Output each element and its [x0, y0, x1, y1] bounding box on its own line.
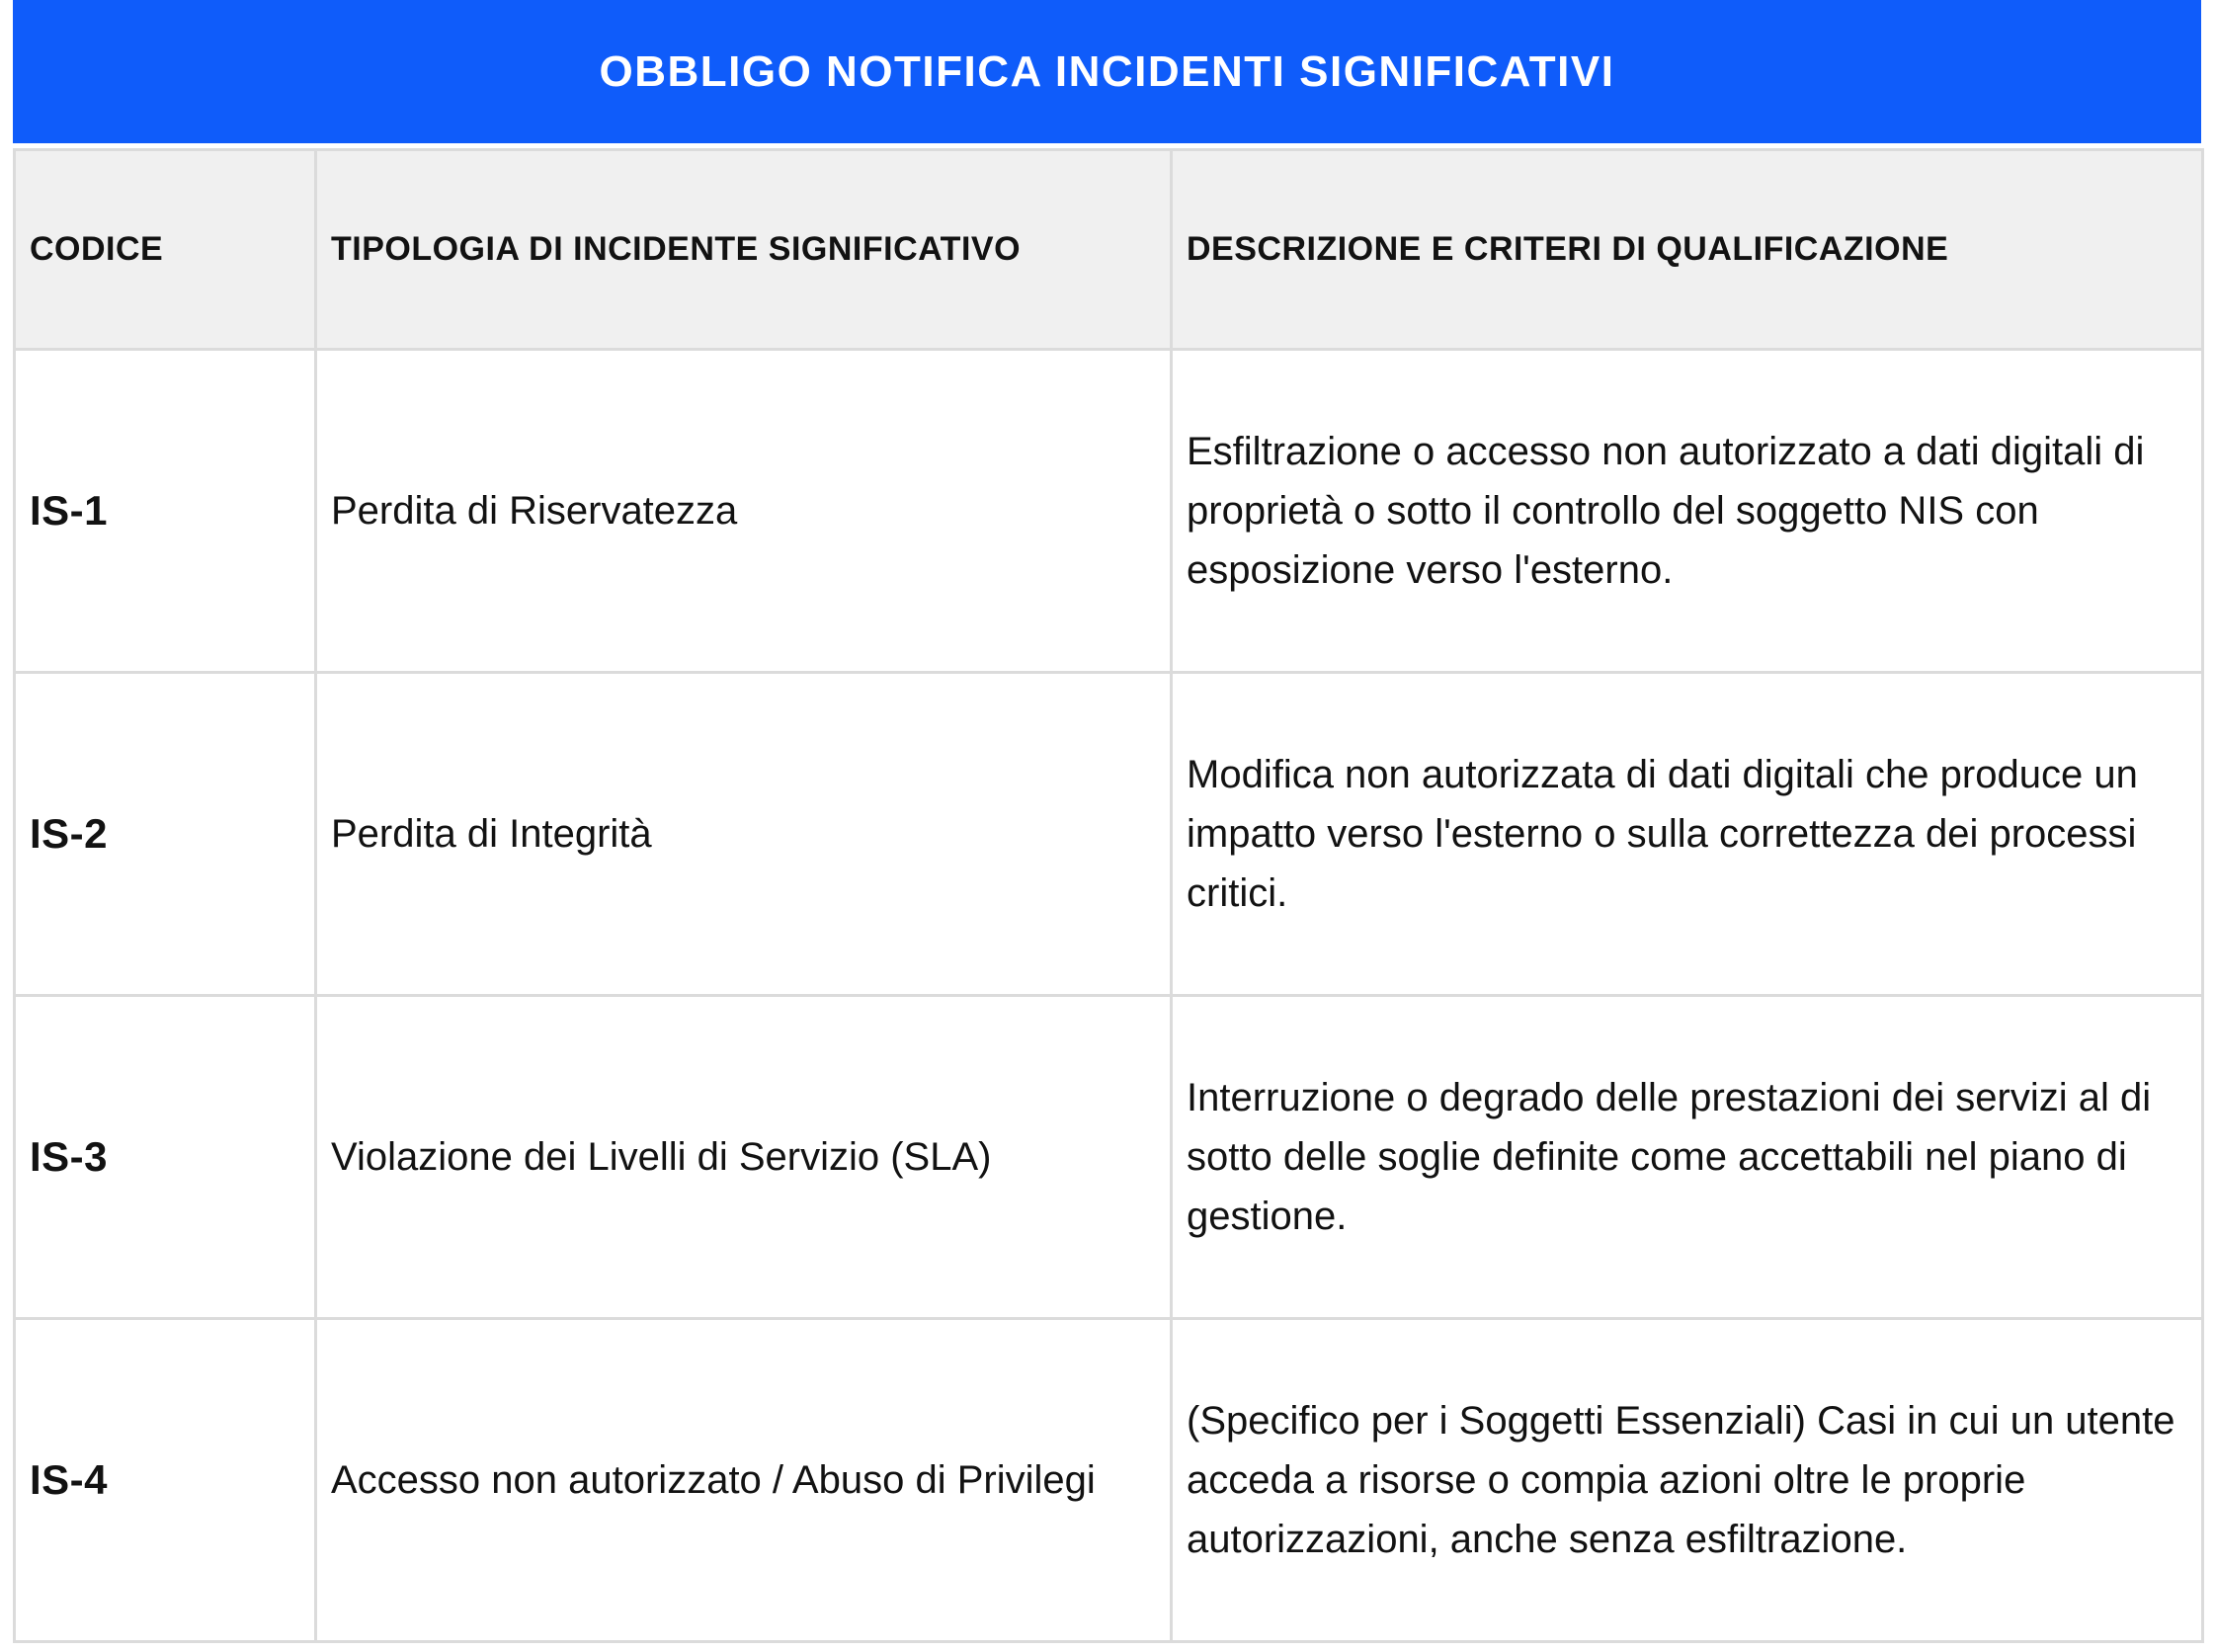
cell-code: IS-1 — [15, 350, 316, 673]
table-header — [15, 150, 2203, 350]
column-header-descrizione: DESCRIZIONE E CRITERI DI QUALIFICAZIONE — [1172, 150, 2203, 350]
cell-description: Interruzione o degrado delle prestazioni dei servizi al di sotto delle soglie definite come accettabili nel piano di gestione. — [1172, 996, 2203, 1319]
cell-incident-type: Violazione dei Livelli di Servizio (SLA) — [316, 996, 1172, 1319]
cell-code: IS-2 — [15, 673, 316, 996]
title-banner — [13, 0, 2201, 143]
header-row — [15, 150, 2203, 350]
table-row — [15, 350, 2203, 673]
column-header-tipologia: TIPOLOGIA DI INCIDENTE SIGNIFICATIVO — [316, 150, 1172, 350]
cell-description: Modifica non autorizzata di dati digitali che produce un impatto verso l'esterno o sulla correttezza dei processi critici. — [1172, 673, 2203, 996]
page-title: OBBLIGO NOTIFICA INCIDENTI SIGNIFICATIVI — [599, 46, 1615, 96]
table-row — [15, 996, 2203, 1319]
table-row — [15, 673, 2203, 996]
column-header-codice: CODICE — [15, 150, 316, 350]
incidents-table — [13, 148, 2204, 1643]
cell-code: IS-4 — [15, 1319, 316, 1642]
cell-incident-type: Perdita di Integrità — [316, 673, 1172, 996]
cell-code: IS-3 — [15, 996, 316, 1319]
cell-incident-type: Accesso non autorizzato / Abuso di Privilegi — [316, 1319, 1172, 1642]
cell-description: Esfiltrazione o accesso non autorizzato a dati digitali di proprietà o sotto il controllo del soggetto NIS con esposizione verso l'esterno. — [1172, 350, 2203, 673]
cell-description: (Specifico per i Soggetti Essenziali) Casi in cui un utente acceda a risorse o compia azioni oltre le proprie autorizzazioni, anche senza esfiltrazione. — [1172, 1319, 2203, 1642]
table-row — [15, 1319, 2203, 1642]
cell-incident-type: Perdita di Riservatezza — [316, 350, 1172, 673]
